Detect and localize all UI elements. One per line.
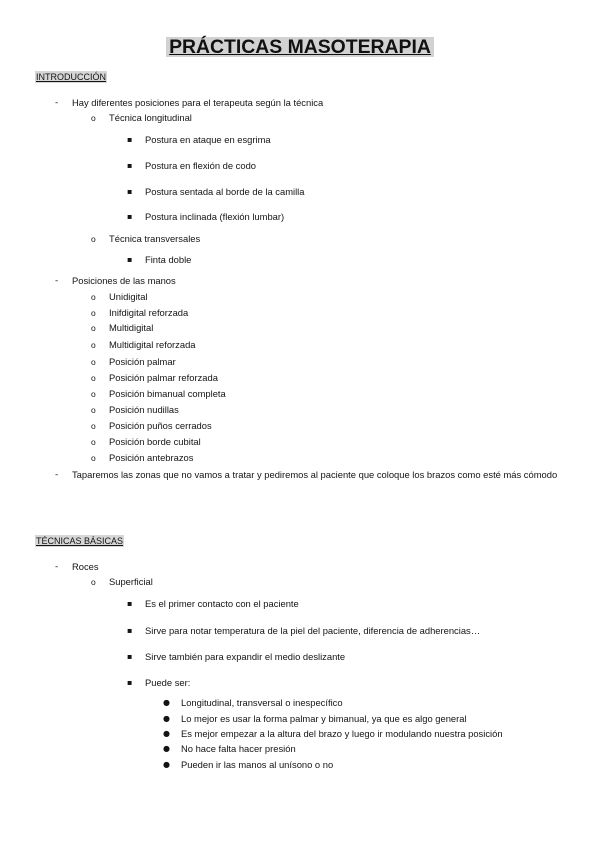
page-title: PRÁCTICAS MASOTERAPIA (166, 37, 434, 57)
list-item (0, 651, 600, 663)
list-item-text: Longitudinal, transversal o inespecífico (181, 697, 343, 708)
list-item-text: Finta doble (145, 254, 192, 265)
filled-circle-bullet-icon: ● (163, 729, 170, 738)
section-heading-tecnicas-basicas: TÉCNICAS BÁSICAS (36, 536, 124, 546)
list-item (0, 728, 600, 740)
square-bullet-icon: ▪ (127, 187, 133, 196)
hollow-circle-bullet-icon: o (91, 292, 96, 302)
dash-bullet-icon: - (55, 98, 59, 108)
list-item-text: Multidigital reforzada (109, 339, 196, 350)
list-item (0, 677, 600, 689)
hollow-circle-bullet-icon: o (91, 421, 96, 431)
list-item-text: Multidigital (109, 322, 154, 333)
list-item (0, 211, 600, 223)
hollow-circle-bullet-icon: o (91, 453, 96, 463)
list-item (0, 576, 600, 588)
list-item (0, 713, 600, 725)
hollow-circle-bullet-icon: o (91, 405, 96, 415)
title-container (0, 37, 600, 58)
list-item-text: Superficial (109, 576, 153, 587)
hollow-circle-bullet-icon: o (91, 308, 96, 318)
list-item-text: Posición puños cerrados (109, 420, 212, 431)
list-item-text: Sirve para notar temperatura de la piel del paciente, diferencia de adherencias… (145, 625, 481, 636)
list-item-text: Postura en ataque en esgrima (145, 134, 271, 145)
list-item-text: No hace falta hacer presión (181, 743, 296, 754)
square-bullet-icon: ▪ (127, 652, 133, 661)
list-item (0, 112, 600, 124)
square-bullet-icon: ▪ (127, 161, 133, 170)
list-item (0, 275, 600, 287)
list-item (0, 160, 600, 172)
list-item-text: Postura sentada al borde de la camilla (145, 186, 305, 197)
square-bullet-icon: ▪ (127, 255, 133, 264)
filled-circle-bullet-icon: ● (163, 714, 170, 723)
list-item (0, 561, 600, 573)
square-bullet-icon: ▪ (127, 599, 133, 608)
list-item-text: Posición palmar (109, 356, 176, 367)
list-item (0, 322, 600, 334)
list-item (0, 759, 600, 771)
list-item-text: Posición antebrazos (109, 452, 194, 463)
list-item-text: Técnica longitudinal (109, 112, 192, 123)
list-item-text: Pueden ir las manos al unísono o no (181, 759, 334, 770)
hollow-circle-bullet-icon: o (91, 357, 96, 367)
list-item-text: Posición borde cubital (109, 436, 201, 447)
list-item-text: Es el primer contacto con el paciente (145, 598, 299, 609)
list-item-text: Postura en flexión de codo (145, 160, 257, 171)
list-item (0, 307, 600, 319)
list-item (0, 467, 600, 499)
list-item-text: Inifdigital reforzada (109, 307, 189, 318)
list-item (0, 743, 600, 755)
list-item-text: Posición nudillas (109, 404, 179, 415)
filled-circle-bullet-icon: ● (163, 744, 170, 753)
list-item (0, 452, 600, 464)
list-item (0, 356, 600, 368)
list-item (0, 186, 600, 198)
dash-bullet-icon: - (55, 276, 59, 286)
list-item (0, 372, 600, 384)
list-item-text: Lo mejor es usar la forma palmar y bimanual, ya que es algo general (181, 713, 467, 724)
list-item-text: Unidigital (109, 291, 148, 302)
hollow-circle-bullet-icon: o (91, 389, 96, 399)
hollow-circle-bullet-icon: o (91, 373, 96, 383)
list-item-text: Técnica transversales (109, 233, 201, 244)
list-item-text: Roces (72, 561, 99, 572)
section-heading-introduccion: INTRODUCCIÓN (36, 72, 106, 82)
list-item (0, 254, 600, 266)
hollow-circle-bullet-icon: o (91, 234, 96, 244)
list-item-text: Postura inclinada (flexión lumbar) (145, 211, 285, 222)
list-item-text: Es mejor empezar a la altura del brazo y luego ir modulando nuestra posición (181, 728, 503, 739)
list-item-text: Posición palmar reforzada (109, 372, 218, 383)
list-item-text: Puede ser: (145, 677, 191, 688)
list-item (0, 598, 600, 610)
filled-circle-bullet-icon: ● (163, 760, 170, 769)
list-item (0, 134, 600, 146)
list-item (0, 404, 600, 416)
hollow-circle-bullet-icon: o (91, 323, 96, 333)
list-item (0, 97, 600, 109)
square-bullet-icon: ▪ (127, 678, 133, 687)
list-item-text: Posición bimanual completa (109, 388, 226, 399)
filled-circle-bullet-icon: ● (163, 698, 170, 707)
square-bullet-icon: ▪ (127, 135, 133, 144)
list-item (0, 420, 600, 432)
list-item (0, 388, 600, 400)
list-item-text: Hay diferentes posiciones para el terapeuta según la técnica (72, 97, 324, 108)
hollow-circle-bullet-icon: o (91, 577, 96, 587)
hollow-circle-bullet-icon: o (91, 340, 96, 350)
list-item (0, 436, 600, 448)
hollow-circle-bullet-icon: o (91, 437, 96, 447)
list-item-text: Sirve también para expandir el medio deslizante (145, 651, 346, 662)
list-item (0, 339, 600, 351)
dash-bullet-icon: - (55, 562, 59, 572)
list-item-text: Posiciones de las manos (72, 275, 176, 286)
list-item-text: Taparemos las zonas que no vamos a tratar y pediremos al paciente que coloque los brazos como esté más cómodo (72, 469, 558, 480)
list-item (0, 625, 600, 637)
dash-bullet-icon: - (55, 470, 59, 480)
list-item (0, 291, 600, 303)
list-item (0, 697, 600, 709)
square-bullet-icon: ▪ (127, 212, 133, 221)
square-bullet-icon: ▪ (127, 626, 133, 635)
hollow-circle-bullet-icon: o (91, 113, 96, 123)
list-item (0, 233, 600, 245)
